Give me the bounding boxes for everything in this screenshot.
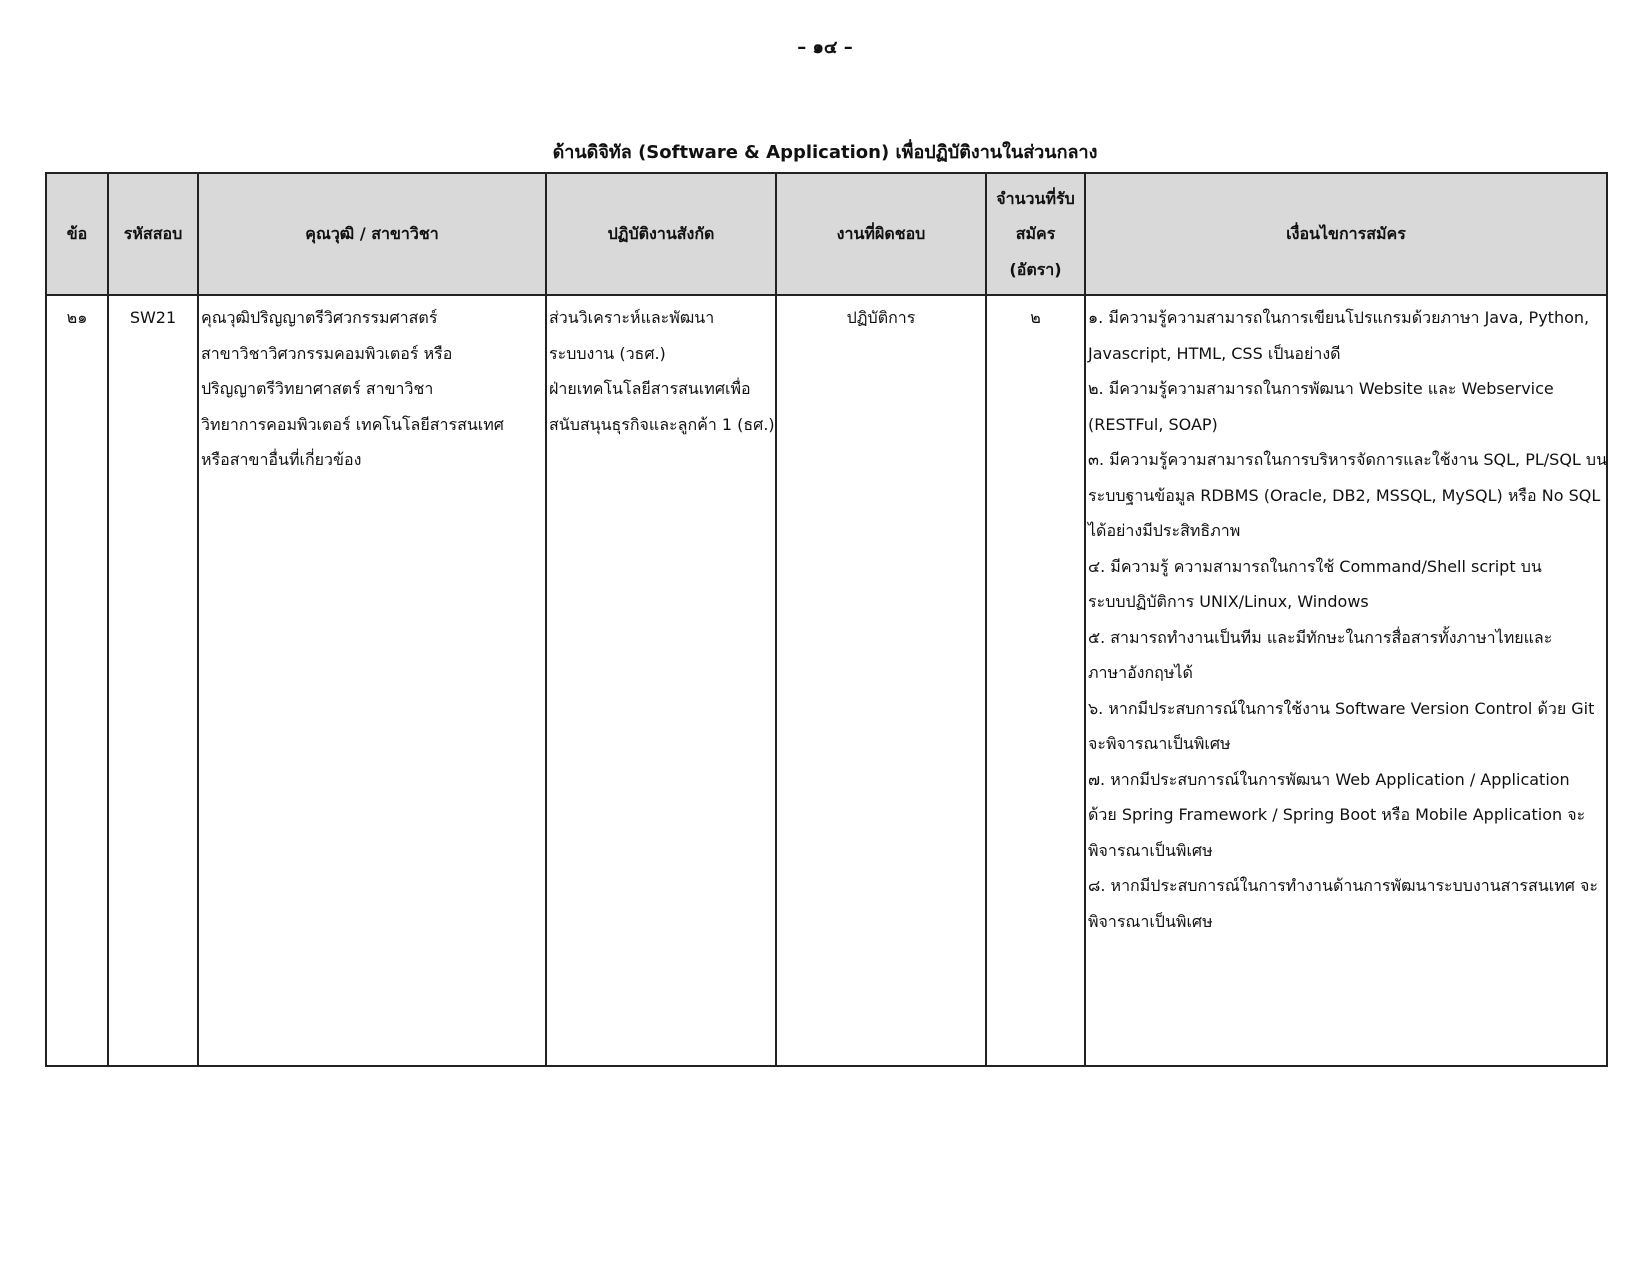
condition-line: ๒. มีความรู้ความสามารถในการพัฒนา Website และ Webservice [1088, 379, 1554, 398]
header-quota-line: จำนวนที่รับ [996, 188, 1075, 208]
unit-line: สนับสนุนธุรกิจและลูกค้า 1 (ธศ.) [549, 414, 775, 434]
header-quota-line: สมัคร [1015, 224, 1056, 244]
table-row [46, 295, 1607, 1066]
condition-line: ระบบฐานข้อมูล RDBMS (Oracle, DB2, MSSQL, MySQL) หรือ No SQL [1088, 485, 1601, 505]
document-title: ด้านดิจิทัล (Software & Application) เพื่อปฏิบัติงานในส่วนกลาง [552, 142, 1098, 163]
condition-line: ภาษาอังกฤษได้ [1088, 663, 1193, 682]
condition-line: พิจารณาเป็นพิเศษ [1088, 911, 1213, 931]
table-header-row [46, 173, 1607, 295]
qualification-line: สาขาวิชาวิศวกรรมคอมพิวเตอร์ หรือ [201, 343, 453, 363]
qualification-line: หรือสาขาอื่นที่เกี่ยวข้อง [201, 450, 362, 469]
condition-line: (RESTFul, SOAP) [1088, 414, 1218, 434]
condition-line: ระบบปฏิบัติการ UNIX/Linux, Windows [1088, 592, 1369, 611]
header-qualification: คุณวุฒิ / สาขาวิชา [198, 173, 546, 295]
cell-qualification [198, 295, 546, 1066]
cell-role: ปฏิบัติการ [776, 295, 986, 1066]
condition-line: ๑. มีความรู้ความสามารถในการเขียนโปรแกรมด้วยภาษา Java, Python, [1088, 308, 1590, 327]
condition-line: ได้อย่างมีประสิทธิภาพ [1088, 521, 1241, 540]
condition-line: ๗. หากมีประสบการณ์ในการพัฒนา Web Application / Application [1088, 769, 1570, 789]
qualification-line: วิทยาการคอมพิวเตอร์ เทคโนโลยีสารสนเทศ [201, 414, 504, 434]
cell-conditions [1085, 295, 1607, 1066]
header-quota [986, 173, 1085, 295]
header-unit: ปฏิบัติงานสังกัด [546, 173, 776, 295]
cell-unit [546, 295, 776, 1066]
cell-no: ๒๑ [46, 295, 108, 1066]
recruitment-table [45, 172, 1608, 1067]
condition-line: ๔. มีความรู้ ความสามารถในการใช้ Command/Shell script บน [1088, 556, 1542, 576]
page-number: – ๑๔ – [797, 37, 853, 58]
header-exam-code: รหัสสอบ [108, 173, 198, 295]
cell-exam-code: SW21 [108, 295, 198, 1066]
unit-line: ระบบงาน (วธศ.) [549, 343, 666, 363]
unit-line: ส่วนวิเคราะห์และพัฒนา [549, 308, 715, 327]
cell-quota: ๒ [986, 295, 1085, 1066]
condition-line: ๕. สามารถทำงานเป็นทีม และมีทักษะในการสื่อสารทั้งภาษาไทยและ [1088, 627, 1553, 647]
condition-line: ๖. หากมีประสบการณ์ในการใช้งาน Software Version Control ด้วย Git [1088, 698, 1595, 718]
condition-line: ๘. หากมีประสบการณ์ในการทำงานด้านการพัฒนาระบบงานสารสนเทศ จะ [1088, 876, 1598, 895]
condition-line: Javascript, HTML, CSS เป็นอย่างดี [1088, 343, 1341, 363]
condition-line: พิจารณาเป็นพิเศษ [1088, 840, 1213, 860]
qualification-line: คุณวุฒิปริญญาตรีวิศวกรรมศาสตร์ [201, 308, 438, 327]
qualification-line: ปริญญาตรีวิทยาศาสตร์ สาขาวิชา [201, 379, 434, 398]
header-no: ข้อ [46, 173, 108, 295]
unit-line: ฝ่ายเทคโนโลยีสารสนเทศเพื่อ [549, 379, 751, 398]
header-quota-line: (อัตรา) [1009, 259, 1062, 279]
header-role: งานที่ผิดชอบ [776, 173, 986, 295]
header-conditions: เงื่อนไขการสมัคร [1085, 173, 1607, 295]
condition-line: จะพิจารณาเป็นพิเศษ [1088, 734, 1231, 753]
condition-line: ด้วย Spring Framework / Spring Boot หรือ Mobile Application จะ [1088, 805, 1586, 824]
condition-line: ๓. มีความรู้ความสามารถในการบริหารจัดการและใช้งาน SQL, PL/SQL บน [1088, 450, 1608, 469]
